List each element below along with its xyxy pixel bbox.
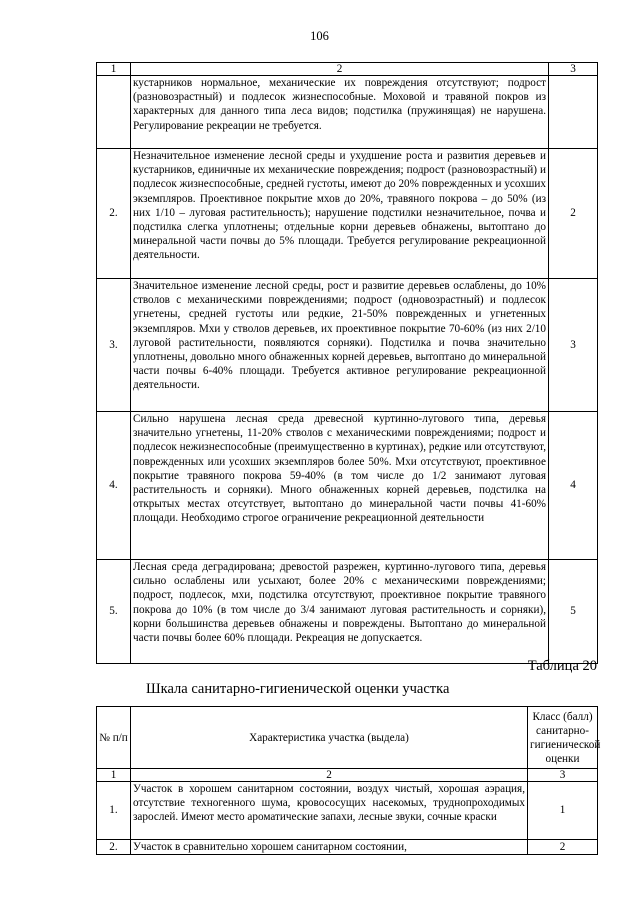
row-description: Участок в сравнительно хорошем санитарном состоянии, — [131, 840, 528, 855]
column-number-1: 1 — [97, 769, 131, 782]
column-number-2: 2 — [131, 769, 528, 782]
row-number: 4. — [97, 412, 131, 560]
table-row — [97, 782, 598, 840]
row-class: 1 — [528, 782, 598, 840]
column-head-class: Класс (балл) санитарно-гигиенической оценки — [528, 707, 598, 769]
table-row — [97, 412, 598, 560]
row-class: 4 — [549, 412, 598, 560]
row-description: кустарников нормальное, механические их повреждения отсутствуют; подрост (разновозрастный) и подлесок жизнеспособные. Моховой и травяной покров из характерных для данного типа леса видов; подстилка (пружинящая) не нарушена. Регулирование рекреации не требуется. — [131, 76, 549, 149]
table-header-row — [97, 769, 598, 782]
row-description: Незначительное изменение лесной среды и ухудшение роста и развития деревьев и кустарников, единичные их механические повреждения; подрост (разновозрастный) и подлесок жизнеспособные, средней густоты, имеют до 20% поврежденных и усохших экземпляров. Проективное покрытие мхов до 20%, травяного покрова – до 50% (из них 1/10 – луговая растительность); нарушение подстилки незначительное, почва и подстилка слегка уплотнены; отдельные корни деревьев обнажены, вытоптано до минеральной части почвы до 5% площади. Требуется регулирование рекреационной деятельности. — [131, 149, 549, 279]
column-number-1: 1 — [97, 63, 131, 76]
row-number: 3. — [97, 279, 131, 412]
table-head-row — [97, 707, 598, 769]
row-number: 1. — [97, 782, 131, 840]
row-number: 5. — [97, 560, 131, 664]
table-title: Шкала санитарно-гигиенической оценки участка — [146, 681, 450, 697]
row-number: 2. — [97, 149, 131, 279]
table-row — [97, 560, 598, 664]
row-number: 2. — [97, 840, 131, 855]
column-number-2: 2 — [131, 63, 549, 76]
row-number — [97, 76, 131, 149]
row-class: 3 — [549, 279, 598, 412]
row-description: Лесная среда деградирована; древостой разрежен, куртинно-лугового типа, деревья сильно ослаблены или усыхают, более 20% с механическими повреждениями; подрост, подлесок, мхи, подстилка отсутствуют, проективное покрытие травяного покрова до 10% (в том числе до 3/4 занимают луговая растительность и сорняки), корни большинства деревьев обнажены и повреждены. Вытоптано до минеральной части почвы более 60% площади. Рекреация не допускается. — [131, 560, 549, 664]
column-head-number: № п/п — [97, 707, 131, 769]
column-head-characteristic: Характеристика участка (выдела) — [131, 707, 528, 769]
row-class: 5 — [549, 560, 598, 664]
row-class: 2 — [528, 840, 598, 855]
row-description: Сильно нарушена лесная среда древесной куртинно-лугового типа, деревья значительно угнетены, 11-20% стволов с механическими повреждениями; подрост и подлесок нежизнеспособные (преимущественно в куртинах), редкие или отсутствуют, поврежденных или усохших экземпляров более 50%. Мхи отсутствуют, проективное покрытие травяного покрова 59-40% (в том числе до 1/2 занимают луговая растительность и сорняки). Много обнаженных корней деревьев, подстилка на открытых местах отсутствует, вытоптано до минеральной части почвы 41-60% площади. Необходимо строгое ограничение рекреационной деятельности — [131, 412, 549, 560]
row-class — [549, 76, 598, 149]
table-row — [97, 76, 598, 149]
sanitary-scale-table — [96, 706, 601, 855]
page-number: 106 — [310, 29, 329, 43]
row-description: Значительное изменение лесной среды, рост и развитие деревьев ослаблены, до 10% стволов с механическими повреждениями; подрост (одновозрастный) и подлесок угнетены, средней густоты или редкие, 21-50% поврежденных и угнетенных экземпляров. Мхи у стволов деревьев, их проективное покрытие 70-60% (из них 2/10 луговой растительности, появляются сорняки). Подстилка и почва значительно уплотнены, довольно много обнаженных корней деревьев, вытоптано до минеральной части почвы 6-40% площади. Требуется активное регулирование рекреационной деятельности. — [131, 279, 549, 412]
table-row — [97, 840, 598, 855]
table-row — [97, 149, 598, 279]
recreation-stages-table — [96, 62, 598, 664]
row-class: 2 — [549, 149, 598, 279]
column-number-3: 3 — [549, 63, 598, 76]
table-header-row — [97, 63, 598, 76]
table-caption: Таблица 20 — [527, 658, 597, 674]
row-description: Участок в хорошем санитарном состоянии, воздух чистый, хорошая аэрация, отсутствие техногенного шума, кровососущих насекомых, труднопроходимых зарослей. Имеют место ароматические запахи, лесные звуки, сочные краски — [131, 782, 528, 840]
table-row — [97, 279, 598, 412]
column-number-3: 3 — [528, 769, 598, 782]
